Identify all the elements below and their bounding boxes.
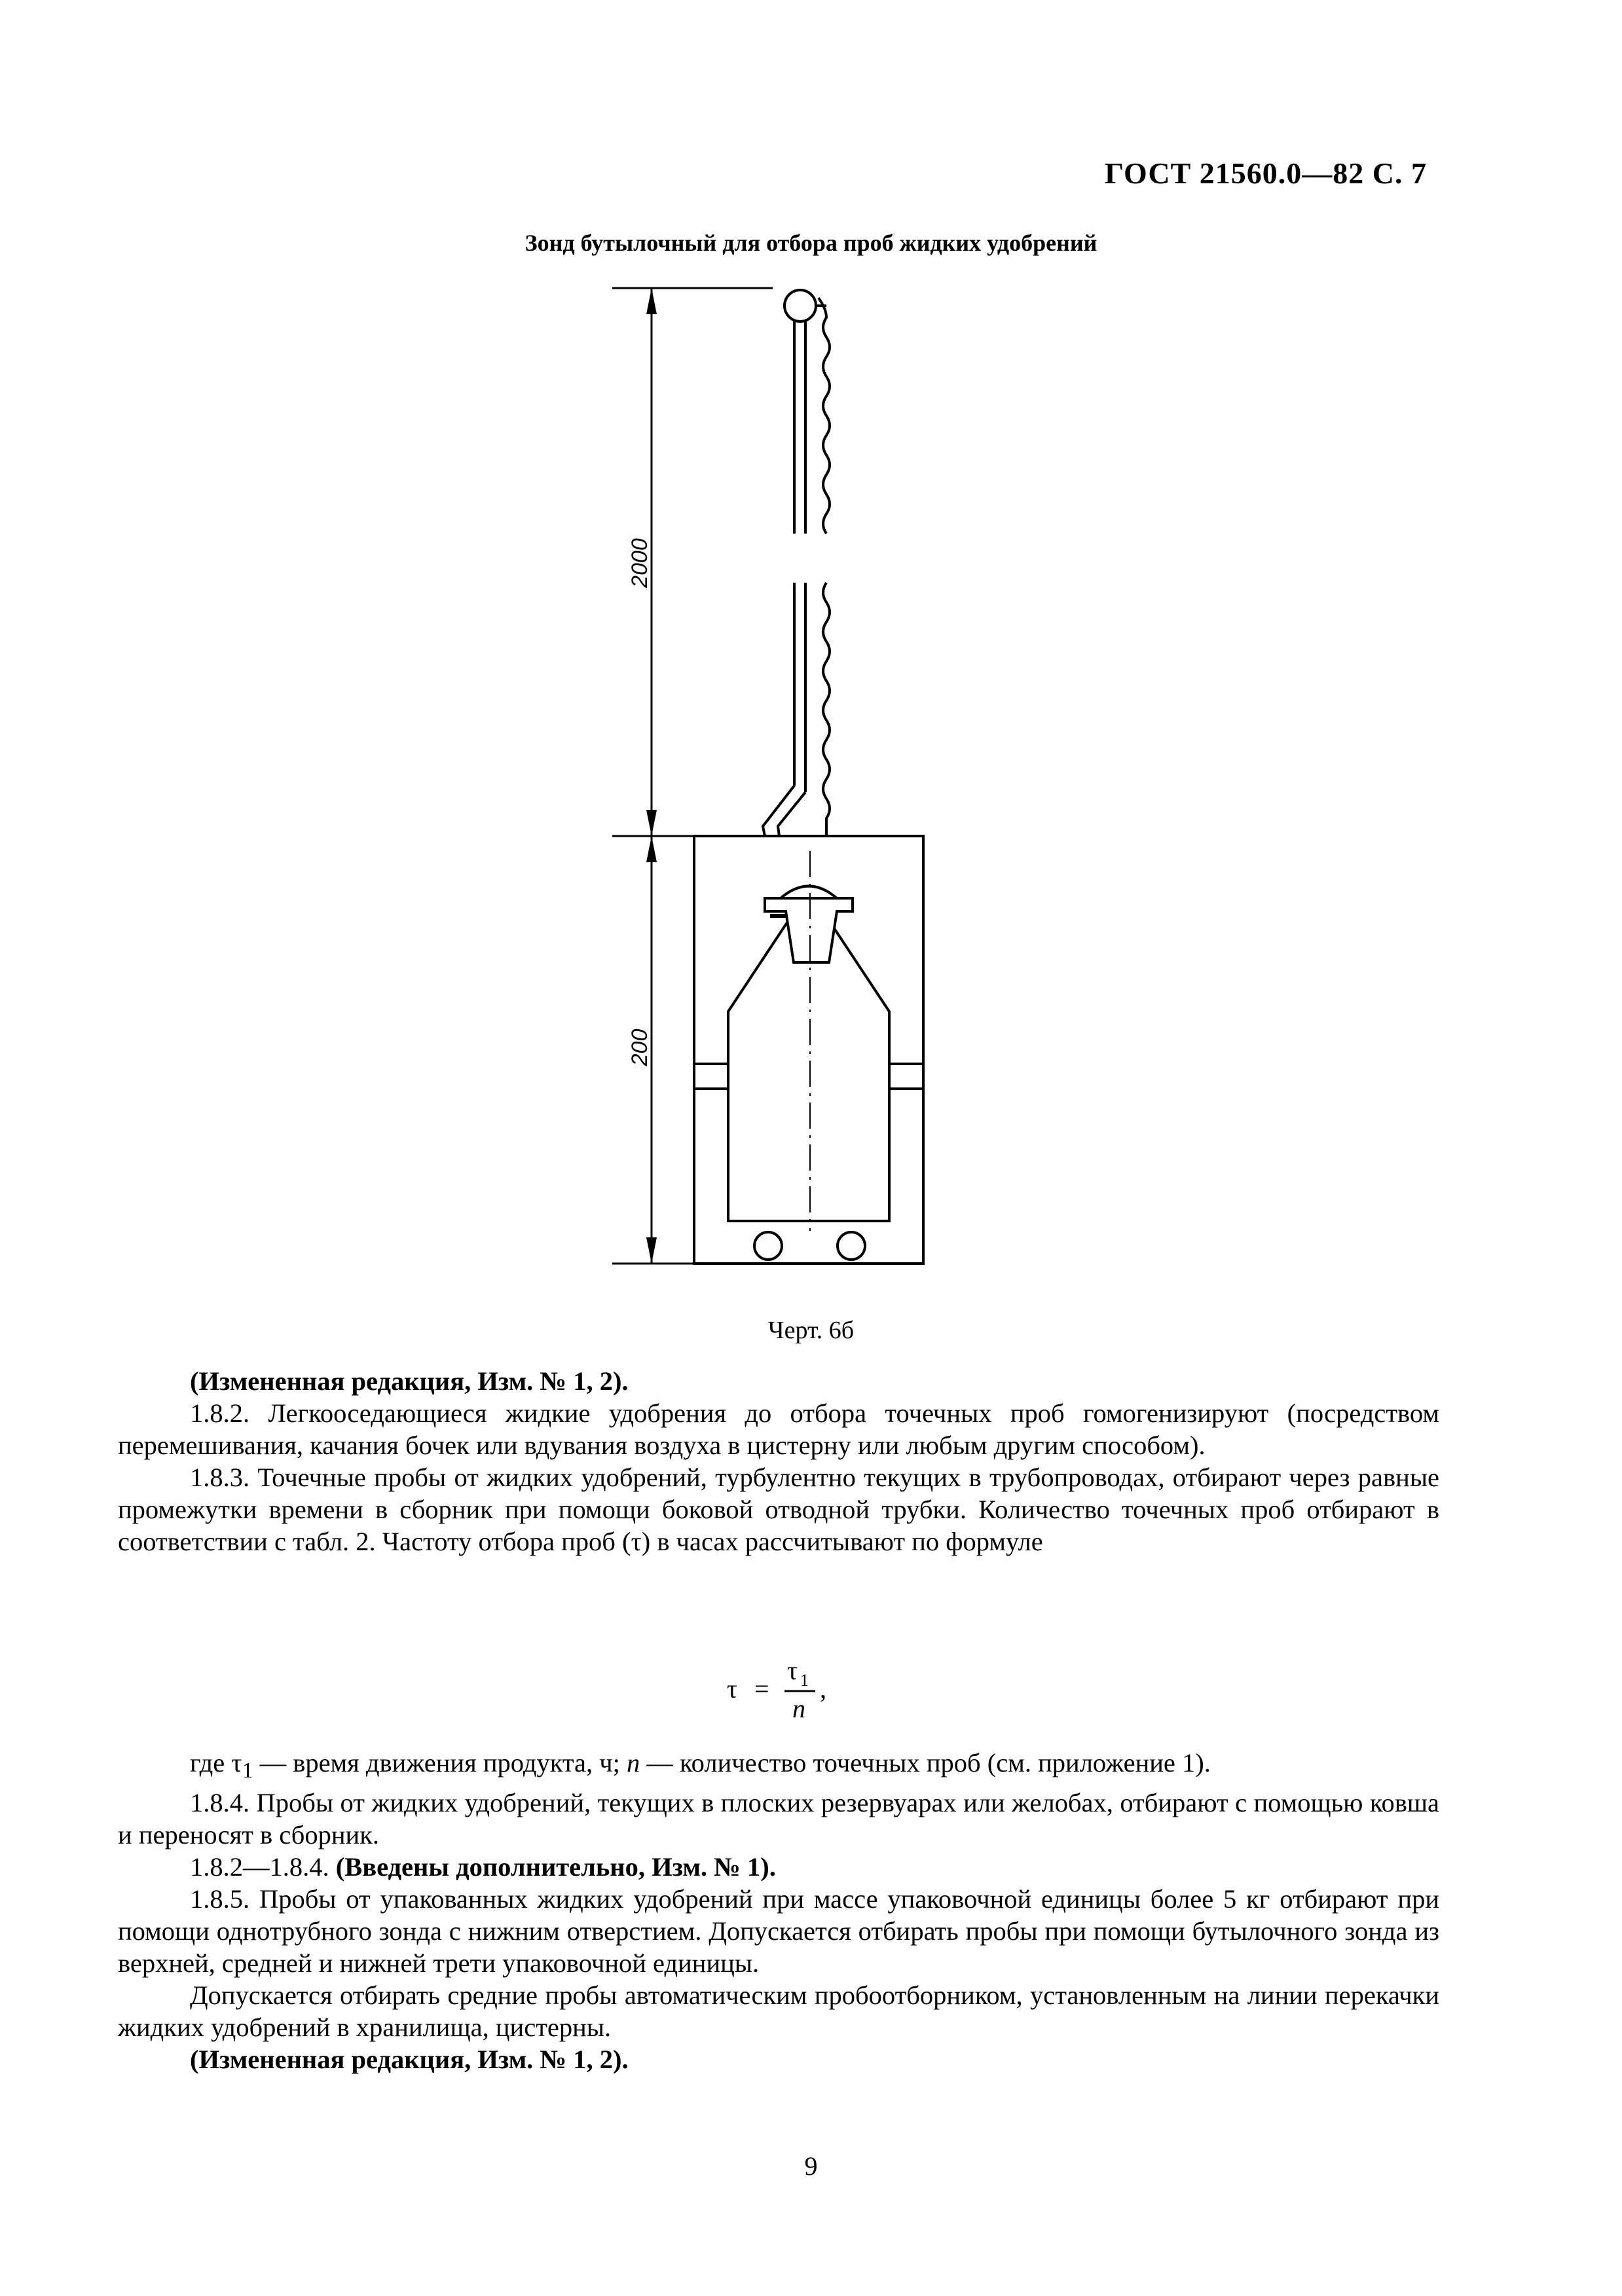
- paragraph-1-8-4: 1.8.4. Пробы от жидких удобрений, текущих в плоских резервуарах или желобах, отбирают с помощью ковша и переносят в сборник.: [118, 1788, 1439, 1850]
- formula-tau: [720, 1653, 930, 1725]
- paragraph-1-8-3: 1.8.3. Точечные пробы от жидких удобрений, турбулентно текущих в трубопроводах, отбирают через равные промежутки времени в сборник при помощи боковой отводной трубки. Количество точечных проб отбирают в соответствии с табл. 2. Частоту отбора проб (τ) в часах рассчитывают по формуле: [118, 1463, 1439, 1556]
- text-block-upper: [118, 1365, 1439, 1558]
- revision-note-1: (Измененная редакция, Изм. № 1, 2).: [190, 1366, 629, 1396]
- formula-lhs: τ: [727, 1674, 738, 1704]
- text-block-lower: [118, 1747, 1439, 2075]
- figure-title: Зонд бутылочный для отбора проб жидких удобрений: [525, 230, 1097, 256]
- page-number: 9: [804, 2151, 818, 2181]
- where-text-1: — время движения продукта, ч;: [253, 1748, 627, 1777]
- where-n: n: [627, 1748, 640, 1777]
- where-tau: где τ: [190, 1748, 242, 1777]
- paragraph-automatic-sampler: Допускается отбирать средние пробы автоматическим пробоотборником, установленным на линии перекачки жидких удобрений в хранилища, цистерны.: [118, 1980, 1439, 2043]
- rod-lower-segment: [763, 583, 830, 867]
- dimension-lower-label: 200: [627, 1029, 652, 1066]
- range-note: (Введены дополнительно, Изм. № 1).: [335, 1852, 776, 1882]
- where-text-2: — количество точечных проб (см. приложение 1).: [640, 1748, 1211, 1777]
- bottle-frame: [694, 836, 923, 1264]
- formula-comma: ,: [820, 1674, 826, 1704]
- figure-caption: Черт. 6б: [767, 1317, 855, 1344]
- where-tau-subscript: 1: [242, 1758, 253, 1783]
- document-header-reference: ГОСТ 21560.0—82 С. 7: [1104, 156, 1427, 190]
- rod-upper-segment: [784, 290, 830, 534]
- bottle-probe-drawing: [576, 275, 982, 1296]
- formula-equals: =: [754, 1674, 769, 1704]
- paragraph-1-8-5: 1.8.5. Пробы от упакованных жидких удобрений при массе упаковочной единицы более 5 кг отбирают при помощи однотрубного зонда с нижним отверстием. Допускается отбирать пробы при помощи бутылочного зонда из верхней, средней и нижней трети упаковочной единицы.: [118, 1884, 1439, 1978]
- formula-numerator: τ: [787, 1656, 798, 1685]
- paragraph-1-8-2-1-8-4: [118, 1851, 1439, 1883]
- revision-note-2: (Измененная редакция, Изм. № 1, 2).: [190, 2045, 629, 2075]
- formula-explanation: [118, 1747, 1439, 1787]
- paragraph-1-8-2: 1.8.2. Легкооседающиеся жидкие удобрения до отбора точечных проб гомогенизируют (посредством перемешивания, качания бочек или вдувания воздуха в цистерну или любым другим способом).: [118, 1398, 1439, 1460]
- formula-numerator-subscript: 1: [800, 1671, 809, 1690]
- formula-denominator: n: [792, 1694, 805, 1723]
- range-label: 1.8.2—1.8.4.: [190, 1852, 336, 1882]
- dimension-upper-label: 2000: [627, 538, 652, 588]
